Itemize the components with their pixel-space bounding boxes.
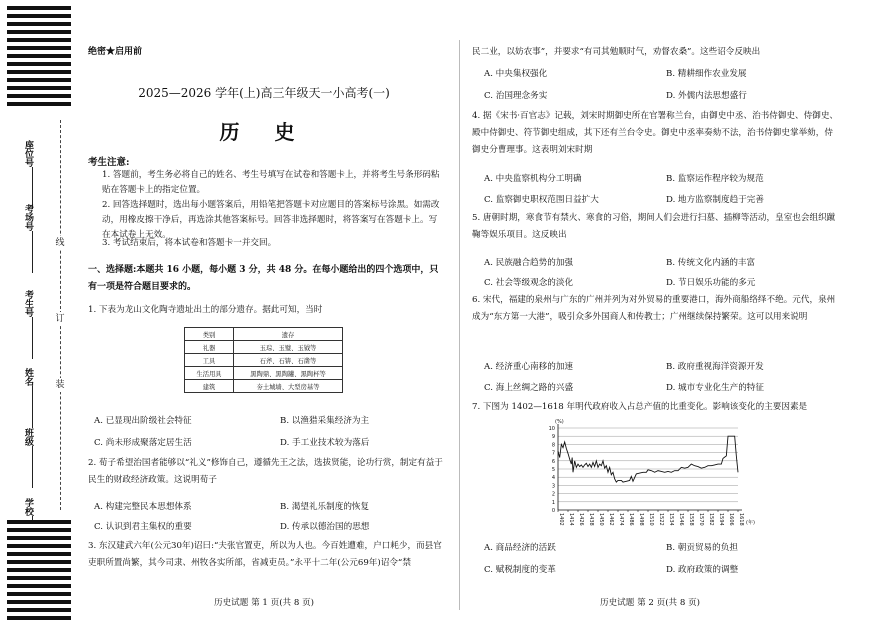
question-3-continued: 民二业，以妨农事”，并要求“有司其勉顺时气，劝督农桑”。这些诏令反映出 bbox=[472, 47, 761, 57]
chart-y-tick-label: 8 bbox=[551, 442, 555, 449]
binding-field-label: 考场号 bbox=[23, 204, 33, 231]
chart-x-tick-label: 1594 bbox=[717, 513, 724, 526]
chart-x-tick-label: 1546 bbox=[677, 513, 684, 526]
binding-field bbox=[18, 290, 38, 359]
chart-x-tick-label: 1474 bbox=[617, 513, 624, 526]
binding-field-blank[interactable] bbox=[32, 167, 33, 209]
q4-option-c[interactable]: C. 监察御史职权范围日益扩大 bbox=[484, 195, 599, 205]
chart-x-tick-label: 1438 bbox=[587, 513, 594, 526]
chart-x-tick-label: 1462 bbox=[607, 513, 614, 526]
q4-option-a[interactable]: A. 中央监察机构分工明确 bbox=[484, 174, 582, 184]
table-cell: 玉琮、玉璧、玉钺等 bbox=[234, 341, 343, 354]
q1-option-c[interactable]: C. 尚未形成聚落定居生活 bbox=[94, 438, 192, 448]
table-header-category: 类别 bbox=[185, 328, 234, 341]
q5-option-a[interactable]: A. 民族融合趋势的加强 bbox=[484, 258, 574, 268]
binding-field-blank[interactable] bbox=[32, 386, 33, 428]
chart-x-tick-label: 1522 bbox=[657, 513, 664, 526]
page-1 bbox=[84, 0, 450, 630]
page-1-footer: 历史试题 第 1 页(共 8 页) bbox=[213, 598, 315, 608]
chart-series-line bbox=[558, 436, 738, 482]
chart-x-tick-label: 1414 bbox=[567, 513, 574, 526]
q7-option-d[interactable]: D. 政府政策的调整 bbox=[666, 565, 739, 575]
chart-y-tick-label: 4 bbox=[551, 475, 555, 482]
table-cell: 工具 bbox=[185, 354, 234, 367]
binding-field bbox=[18, 140, 38, 209]
binding-margin bbox=[0, 0, 80, 630]
chart-x-tick-label: 1486 bbox=[627, 513, 634, 526]
chart-y-tick-label: 5 bbox=[551, 467, 555, 473]
binding-stripe-top bbox=[7, 6, 71, 110]
chart-x-axis-label: (年) bbox=[746, 520, 755, 526]
binding-field-label: 学校 bbox=[23, 498, 33, 516]
binding-field-label: 考生号 bbox=[23, 290, 33, 317]
cut-mark-zhuang: 装 bbox=[53, 378, 67, 392]
chart-x-tick-label: 1582 bbox=[707, 513, 714, 526]
chart-x-tick-label: 1402 bbox=[557, 513, 564, 526]
table-cell: 夯土城墙、大型房基等 bbox=[234, 380, 343, 393]
binding-field-label: 班级 bbox=[23, 428, 33, 446]
binding-field-label: 姓名 bbox=[23, 368, 33, 386]
q4-option-d[interactable]: D. 地方监察制度趋于完善 bbox=[666, 195, 764, 205]
q3-option-c[interactable]: C. 治国理念务实 bbox=[484, 91, 548, 101]
note-1: 1. 答题前，考生务必将自己的姓名、考生号填写在试卷和答题卡上，并将考生号条形码粘贴在答题卡上的指定位置。 bbox=[102, 170, 440, 195]
chart-x-tick-label: 1426 bbox=[577, 513, 584, 526]
q3-option-d[interactable]: D. 外儒内法思想盛行 bbox=[666, 91, 747, 101]
chart-x-tick-label: 1498 bbox=[637, 513, 644, 526]
note-2: 2. 回答选择题时，选出每小题答案后，用铅笔把答题卡对应题目的答案标号涂黑。如需改动，用橡皮擦干净后，再选涂其他答案标号。回答非选择题时，将答案写在答题卡上。写在本试卷上无效。 bbox=[102, 200, 440, 240]
q4-option-b[interactable]: B. 监察运作程序较为规范 bbox=[666, 174, 764, 184]
revenue-line-chart bbox=[540, 418, 770, 534]
chart-x-tick-label: 1606 bbox=[727, 513, 734, 526]
table-row bbox=[185, 341, 343, 354]
chart-x-tick-label: 1558 bbox=[687, 513, 694, 526]
chart-y-axis-label: (%) bbox=[555, 419, 564, 425]
chart-y-tick-label: 2 bbox=[551, 491, 555, 498]
chart-y-tick-label: 10 bbox=[548, 426, 555, 432]
chart-y-tick-label: 6 bbox=[551, 458, 555, 465]
table-cell: 生活用具 bbox=[185, 367, 234, 380]
chart-y-tick-label: 0 bbox=[551, 508, 555, 514]
note-3: 3. 考试结束后，将本试卷和答题卡一并交回。 bbox=[102, 238, 277, 248]
q2-option-a[interactable]: A. 构建完整民本思想体系 bbox=[94, 502, 192, 512]
q1-option-a[interactable]: A. 已显现出阶级社会特征 bbox=[94, 416, 192, 426]
cut-mark-xian: 线 bbox=[53, 236, 67, 250]
question-1-stem: 1. 下表为龙山文化陶寺遗址出土的部分遗存。据此可知，当时 bbox=[88, 305, 323, 315]
q5-option-c[interactable]: C. 社会等级观念的淡化 bbox=[484, 278, 574, 288]
q1-option-d[interactable]: D. 手工业技术较为落后 bbox=[280, 438, 370, 448]
q3-option-b[interactable]: B. 精耕细作农业发展 bbox=[666, 69, 747, 79]
binding-field bbox=[18, 204, 38, 273]
table-header-relics: 遗存 bbox=[234, 328, 343, 341]
binding-stripe-bottom bbox=[7, 520, 71, 624]
section-title: 一、选择题:本题共 16 小题，每小题 3 分，共 48 分。在每小题给出的四个选项中，只有一项是符合题目要求的。 bbox=[88, 265, 439, 292]
chart-y-tick-label: 3 bbox=[551, 483, 555, 490]
q2-option-d[interactable]: D. 传承以德治国的思想 bbox=[280, 522, 370, 532]
table-row bbox=[185, 354, 343, 367]
binding-field-blank[interactable] bbox=[32, 317, 33, 359]
binding-field bbox=[18, 428, 38, 488]
q7-option-c[interactable]: C. 赋税制度的变革 bbox=[484, 565, 556, 575]
q5-option-b[interactable]: B. 传统文化内涵的丰富 bbox=[666, 258, 756, 268]
binding-field-blank[interactable] bbox=[32, 446, 33, 488]
q6-option-b[interactable]: B. 政府重视海洋资源开发 bbox=[666, 362, 764, 372]
table-row bbox=[185, 380, 343, 393]
chart-y-tick-label: 7 bbox=[551, 450, 555, 457]
question-5-stem: 5. 唐朝时期，寒食节有禁火、寒食的习俗，期间人们会进行扫墓、插柳等活动，皇室也会组织蹴鞠等娱乐项目。这反映出 bbox=[472, 213, 836, 240]
binding-field-label: 座位号 bbox=[23, 140, 33, 167]
relic-table bbox=[184, 327, 343, 393]
chart-x-tick-label: 1534 bbox=[667, 513, 674, 526]
chart-x-tick-label: 1570 bbox=[697, 513, 704, 526]
q7-option-a[interactable]: A. 商品经济的活跃 bbox=[484, 543, 556, 553]
subject-title: 历 史 bbox=[219, 120, 309, 144]
confidential-mark: 绝密★启用前 bbox=[88, 47, 143, 57]
chart-x-tick-label: 1618 bbox=[737, 513, 744, 526]
q6-option-a[interactable]: A. 经济重心南移的加速 bbox=[484, 362, 574, 372]
q6-option-c[interactable]: C. 海上丝绸之路的兴盛 bbox=[484, 383, 574, 393]
chart-y-tick-label: 9 bbox=[551, 434, 555, 441]
chart-svg bbox=[540, 418, 770, 534]
q1-option-b[interactable]: B. 以渔猎采集经济为主 bbox=[280, 416, 370, 426]
q3-option-a[interactable]: A. 中央集权强化 bbox=[484, 69, 548, 79]
question-7-stem: 7. 下图为 1402—1618 年明代政府收入占总产值的比重变化。影响该变化的主要因素是 bbox=[472, 402, 808, 412]
page-2 bbox=[470, 0, 842, 630]
q2-option-b[interactable]: B. 渴望礼乐制度的恢复 bbox=[280, 502, 370, 512]
question-3-stem: 3. 东汉建武六年(公元30年)诏曰:“夫张官置吏，所以为人也。今百姓遭难，户口耗少，而县官吏职所置尚繁，其今司隶、州牧各实所部，省减吏员。”永平十二年(公元69年)诏令“禁 bbox=[88, 541, 442, 568]
table-cell: 建筑 bbox=[185, 380, 234, 393]
cut-mark-ding: 订 bbox=[53, 312, 67, 326]
page-divider bbox=[459, 40, 460, 610]
q7-option-b[interactable]: B. 朝贡贸易的负担 bbox=[666, 543, 738, 553]
q5-option-d[interactable]: D. 节日娱乐功能的多元 bbox=[666, 278, 756, 288]
table-cell: 石斧、石锛、石凿等 bbox=[234, 354, 343, 367]
table-row bbox=[185, 367, 343, 380]
table-cell: 黑陶鼎、黑陶罐、黑陶杯等 bbox=[234, 367, 343, 380]
question-6-stem: 6. 宋代，福建的泉州与广东的广州并列为对外贸易的重要港口，海外商船络绎不绝。元代，泉州成为“东方第一大港”，吸引众多外国商人和传教士；广州继续保持繁荣。这可以用来说明 bbox=[472, 295, 836, 322]
chart-y-tick-label: 1 bbox=[551, 499, 555, 506]
binding-field bbox=[18, 368, 38, 428]
q2-option-c[interactable]: C. 认识到君主集权的重要 bbox=[94, 522, 192, 532]
exam-title: 2025—2026 学年(上)高三年级天一小高考(一) bbox=[138, 86, 390, 100]
notes-heading: 考生注意: bbox=[88, 157, 130, 168]
question-4-stem: 4. 据《宋书·百官志》记载，刘宋时期御史所在官署称兰台，由御史中丞、治书侍御史、侍御史、殿中侍御史、符节御史组成，其下还有兰台令史。御史中丞率奏劾不法，治书侍御史掌举劾，侍御史分曹理事。这表明刘宋时期 bbox=[472, 111, 839, 155]
question-2-stem: 2. 荀子希望治国者能够以“礼义”修饰自己，遵循先王之法，选拔贤能，论功行赏，制定有益于民生的财政经济政策。这说明荀子 bbox=[88, 458, 443, 485]
q6-option-d[interactable]: D. 城市专业化生产的特征 bbox=[666, 383, 764, 393]
table-cell: 礼器 bbox=[185, 341, 234, 354]
binding-field-blank[interactable] bbox=[32, 231, 33, 273]
chart-x-tick-label: 1450 bbox=[597, 513, 604, 526]
page-2-footer: 历史试题 第 2 页(共 8 页) bbox=[599, 598, 701, 608]
chart-x-tick-label: 1510 bbox=[647, 513, 654, 526]
